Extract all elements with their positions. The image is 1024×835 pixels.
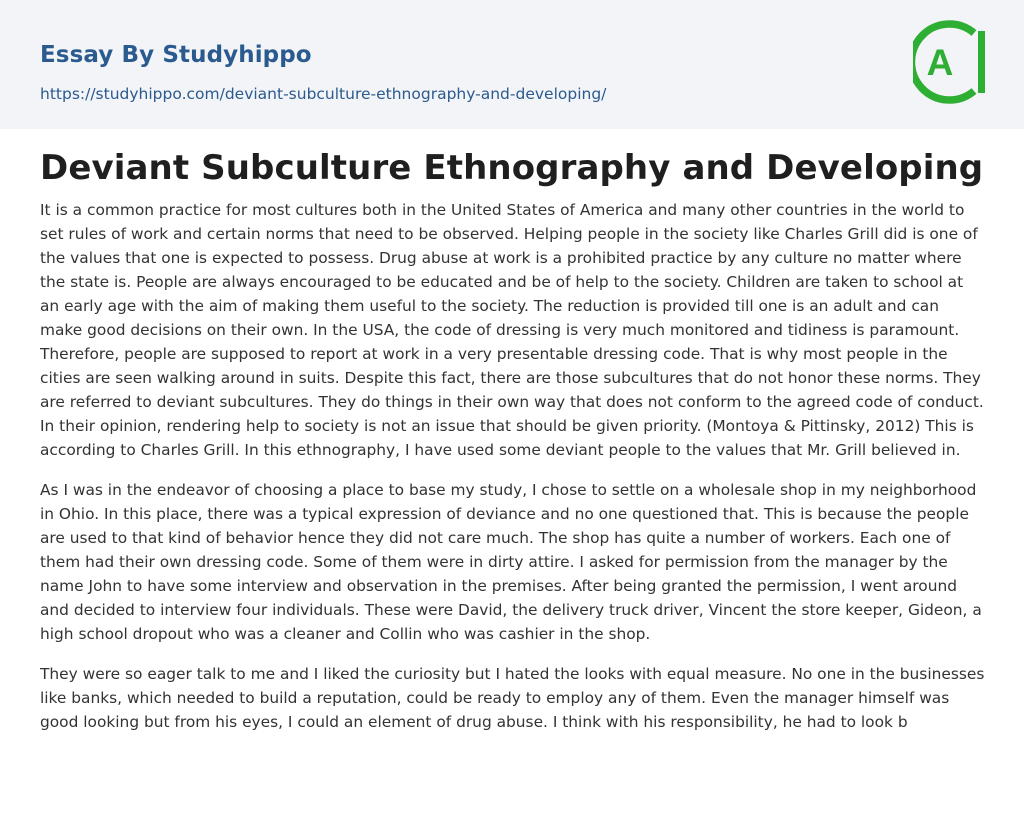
site-header: [0, 0, 1024, 129]
essay-url-link[interactable]: https://studyhippo.com/deviant-subculture-ethnography-and-developing/: [40, 85, 607, 103]
essay-title: Deviant Subculture Ethnography and Developing: [40, 148, 984, 188]
studyhippo-logo-icon[interactable]: [913, 19, 987, 105]
essay-paragraph-2: As I was in the endeavor of choosing a place to base my study, I chose to settle on a wholesale shop in my neighborhood in Ohio. In this place, there was a typical expression of deviance and no one questioned that. This is because the people are used to that kind of behavior hence they did not care much. The shop has quite a number of workers. Each one of them had their own dressing code. Some of them were in dirty attire. I asked for permission from the manager by the name John to have some interview and observation in the premises. After being granted the permission, I went around and decided to interview four individuals. These were David, the delivery truck driver, Vincent the store keeper, Gideon, a high school dropout who was a cleaner and Collin who was cashier in the shop.: [40, 481, 982, 643]
site-title[interactable]: Essay By Studyhippo: [40, 42, 312, 68]
essay-content: [40, 145, 986, 734]
logo-letter: A: [926, 42, 954, 83]
essay-paragraph-1: It is a common practice for most cultures both in the United States of America and many other countries in the world to set rules of work and certain norms that need to be observed. Helping people in the society like Charles Grill did is one of the values that one is expected to possess. Drug abuse at work is a prohibited practice by any culture no matter where the state is. People are always encouraged to be educated and be of help to the society. Children are taken to school at an early age with the aim of making them useful to the society. The reduction is provided till one is an adult and can make good decisions on their own. In the USA, the code of dressing is very much monitored and tidiness is paramount. Therefore, people are supposed to report at work in a very presentable dressing code. That is why most people in the cities are seen walking around in suits. Despite this fact, there are those subcultures that do not honor these norms. They are referred to deviant subcultures. They do things in their own way that does not conform to the agreed code of conduct. In their opinion, rendering help to society is not an issue that should be given priority. (Montoya & Pittinsky, 2012) This is according to Charles Grill. In this ethnography, I have used some deviant people to the values that Mr. Grill believed in.: [40, 201, 984, 459]
essay-paragraph-3: They were so eager talk to me and I liked the curiosity but I hated the looks with equal measure. No one in the businesses like banks, which needed to build a reputation, could be ready to employ any of them. Even the manager himself was good looking but from his eyes, I could an element of drug abuse. I think with his responsibility, he had to look b: [40, 665, 985, 731]
